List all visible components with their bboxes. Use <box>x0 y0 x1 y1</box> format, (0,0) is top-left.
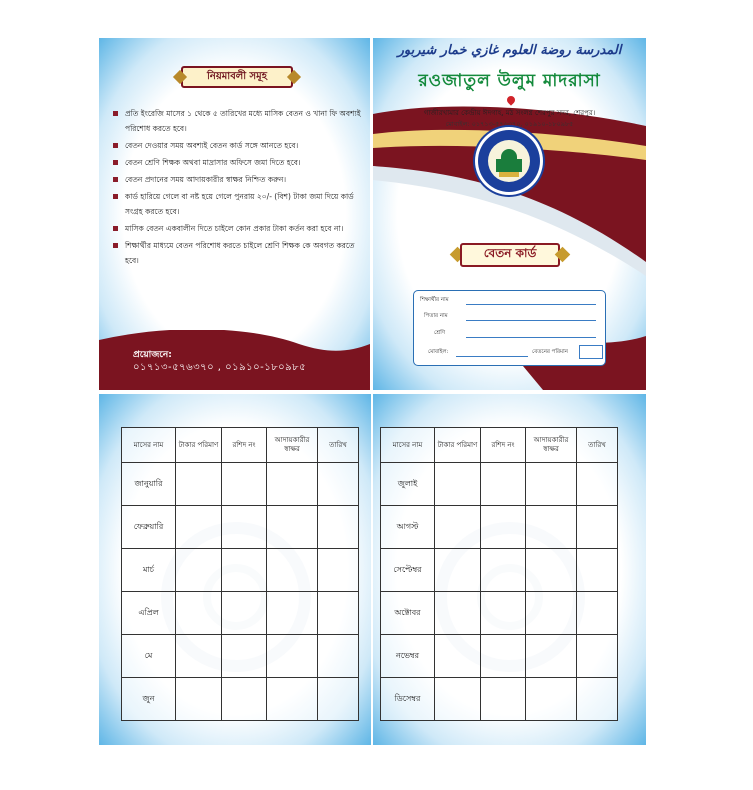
col-receipt: রশিদ নং <box>222 428 267 463</box>
date-cell[interactable] <box>577 635 618 678</box>
amount-cell[interactable] <box>176 592 222 635</box>
table-row <box>122 678 359 721</box>
rules-panel <box>99 38 370 390</box>
contact-phones: ০১৭১৩-৫৭৬৩৭০ , ০১৯১০-১৮০৯৮৫ <box>133 362 307 373</box>
month-cell: মার্চ <box>122 549 176 592</box>
table-header-row <box>381 428 618 463</box>
amount-cell[interactable] <box>176 506 222 549</box>
receipt-cell[interactable] <box>222 592 267 635</box>
month-cell: এপ্রিল <box>122 592 176 635</box>
signature-cell[interactable] <box>526 635 577 678</box>
student-info-form <box>413 290 606 366</box>
fee-table-panel-right <box>373 394 646 745</box>
amount-cell[interactable] <box>176 549 222 592</box>
rule-item: বেতন প্রদানের সময় আদায়কারীর স্বাক্ষর নিশ্চিত করুন। <box>113 172 363 187</box>
date-cell[interactable] <box>318 463 359 506</box>
receipt-cell[interactable] <box>481 463 526 506</box>
month-cell: জানুয়ারি <box>122 463 176 506</box>
col-date: তারিখ <box>318 428 359 463</box>
table-row <box>381 635 618 678</box>
receipt-cell[interactable] <box>222 506 267 549</box>
rule-item: বেতন দেওয়ার সময় অবশ্যই বেতন কার্ড সঙ্গে আনতে হবে। <box>113 138 363 153</box>
signature-cell[interactable] <box>526 678 577 721</box>
date-cell[interactable] <box>577 678 618 721</box>
col-signature: আদায়কারীর স্বাক্ষর <box>267 428 318 463</box>
table-row <box>381 506 618 549</box>
col-date: তারিখ <box>577 428 618 463</box>
rule-item: বেতন শ্রেণি শিক্ষক অথবা মাদ্রাসার অফিসে জমা দিতে হবে। <box>113 155 363 170</box>
table-row <box>381 678 618 721</box>
month-cell: জুলাই <box>381 463 435 506</box>
card-title: বেতন কার্ড <box>460 243 560 267</box>
signature-cell[interactable] <box>267 678 318 721</box>
signature-cell[interactable] <box>267 549 318 592</box>
receipt-cell[interactable] <box>222 463 267 506</box>
phone-line: মোবাইল: ০১৭১৩-৫৭৬৩৭০, ০১৯১০-১৮০৯৮৫ <box>445 120 574 128</box>
receipt-cell[interactable] <box>481 678 526 721</box>
fee-amount-box[interactable] <box>579 345 603 359</box>
date-cell[interactable] <box>577 592 618 635</box>
signature-cell[interactable] <box>526 549 577 592</box>
date-cell[interactable] <box>318 506 359 549</box>
signature-cell[interactable] <box>267 592 318 635</box>
month-cell: মে <box>122 635 176 678</box>
month-cell: ফেব্রুয়ারি <box>122 506 176 549</box>
father-name-label: পিতার নাম <box>424 313 448 319</box>
madrasa-seal-logo <box>478 130 540 192</box>
arabic-title: المدرسة روضة العلوم غازي خمار شيربور <box>397 43 622 58</box>
cover-panel <box>373 38 646 390</box>
amount-cell[interactable] <box>435 592 481 635</box>
signature-cell[interactable] <box>526 463 577 506</box>
rule-item: কার্ড হারিয়ে গেলে বা নষ্ট হয়ে গেলে পুনরায় ২০/- (বিশ) টাকা জমা দিয়ে কার্ড সংগ্রহ করতে হবে। <box>113 189 363 219</box>
date-cell[interactable] <box>318 549 359 592</box>
class-line[interactable] <box>466 337 596 338</box>
rule-item: শিক্ষার্থীর মাধ্যমে বেতন পরিশোধ করতে চাইলে শ্রেণি শিক্ষক কে অবগত করতে হবে। <box>113 238 363 268</box>
receipt-cell[interactable] <box>222 678 267 721</box>
date-cell[interactable] <box>577 463 618 506</box>
table-row <box>122 592 359 635</box>
signature-cell[interactable] <box>526 592 577 635</box>
date-cell[interactable] <box>318 592 359 635</box>
month-cell: নভেম্বর <box>381 635 435 678</box>
receipt-cell[interactable] <box>481 592 526 635</box>
signature-cell[interactable] <box>267 506 318 549</box>
col-amount: টাকার পরিমাণ <box>176 428 222 463</box>
address-text: গাজীরখামার কেন্দ্রীয় ঈদগাহ, মঠ সংলগ্ন শেরপুর সদর, শেরপুর। <box>423 109 596 117</box>
card-title-badge <box>452 240 568 270</box>
receipt-cell[interactable] <box>481 635 526 678</box>
mobile-line[interactable] <box>456 356 528 357</box>
col-month: মাসের নাম <box>122 428 176 463</box>
rules-list <box>113 106 363 270</box>
table-row <box>122 635 359 678</box>
student-name-line[interactable] <box>466 304 596 305</box>
amount-cell[interactable] <box>435 678 481 721</box>
amount-cell[interactable] <box>176 678 222 721</box>
rules-title: নিয়মাবলী সমূহ <box>181 66 293 88</box>
month-cell: সেপ্টেম্বর <box>381 549 435 592</box>
mobile-label: মোবাইল: <box>428 349 449 355</box>
month-cell: ডিসেম্বর <box>381 678 435 721</box>
signature-cell[interactable] <box>267 463 318 506</box>
table-row <box>122 506 359 549</box>
rule-item: মাসিক বেতন একবালীন দিতে চাইলে কোন প্রকার টাকা কর্তন করা হবে না। <box>113 221 363 236</box>
fee-table-left <box>121 427 359 721</box>
date-cell[interactable] <box>318 635 359 678</box>
col-signature: আদায়কারীর স্বাক্ষর <box>526 428 577 463</box>
receipt-cell[interactable] <box>481 506 526 549</box>
table-header-row <box>122 428 359 463</box>
rule-item: প্রতি ইংরেজি মাসের ১ থেকে ৫ তারিখের মধ্যে মাসিক বেতন ও খানা ফি অবশ্যই পরিশোধ করতে হবে। <box>113 106 363 136</box>
signature-cell[interactable] <box>526 506 577 549</box>
table-row <box>122 549 359 592</box>
receipt-cell[interactable] <box>222 635 267 678</box>
amount-cell[interactable] <box>435 463 481 506</box>
father-name-line[interactable] <box>466 320 596 321</box>
table-row <box>381 549 618 592</box>
month-cell: অক্টোবর <box>381 592 435 635</box>
table-row <box>122 463 359 506</box>
col-amount: টাকার পরিমাণ <box>435 428 481 463</box>
amount-cell[interactable] <box>176 635 222 678</box>
col-receipt: রশিদ নং <box>481 428 526 463</box>
receipt-cell[interactable] <box>222 549 267 592</box>
date-cell[interactable] <box>577 506 618 549</box>
fee-amount-label: বেতনের পরিমান <box>532 349 568 355</box>
receipt-cell[interactable] <box>481 549 526 592</box>
madrasa-title: রওজাতুল উলুম মাদরাসা <box>418 71 601 91</box>
table-row <box>381 463 618 506</box>
student-name-label: শিক্ষার্থীর নাম <box>420 297 449 303</box>
class-label: শ্রেণি <box>434 330 446 336</box>
amount-cell[interactable] <box>435 549 481 592</box>
date-cell[interactable] <box>318 678 359 721</box>
contact-label: প্রয়োজনে: <box>133 350 172 360</box>
table-row <box>381 592 618 635</box>
fee-table-right <box>380 427 618 721</box>
signature-cell[interactable] <box>267 635 318 678</box>
amount-cell[interactable] <box>435 506 481 549</box>
month-cell: জুন <box>122 678 176 721</box>
amount-cell[interactable] <box>176 463 222 506</box>
date-cell[interactable] <box>577 549 618 592</box>
month-cell: আগস্ট <box>381 506 435 549</box>
col-month: মাসের নাম <box>381 428 435 463</box>
fee-table-panel-left <box>99 394 371 745</box>
amount-cell[interactable] <box>435 635 481 678</box>
